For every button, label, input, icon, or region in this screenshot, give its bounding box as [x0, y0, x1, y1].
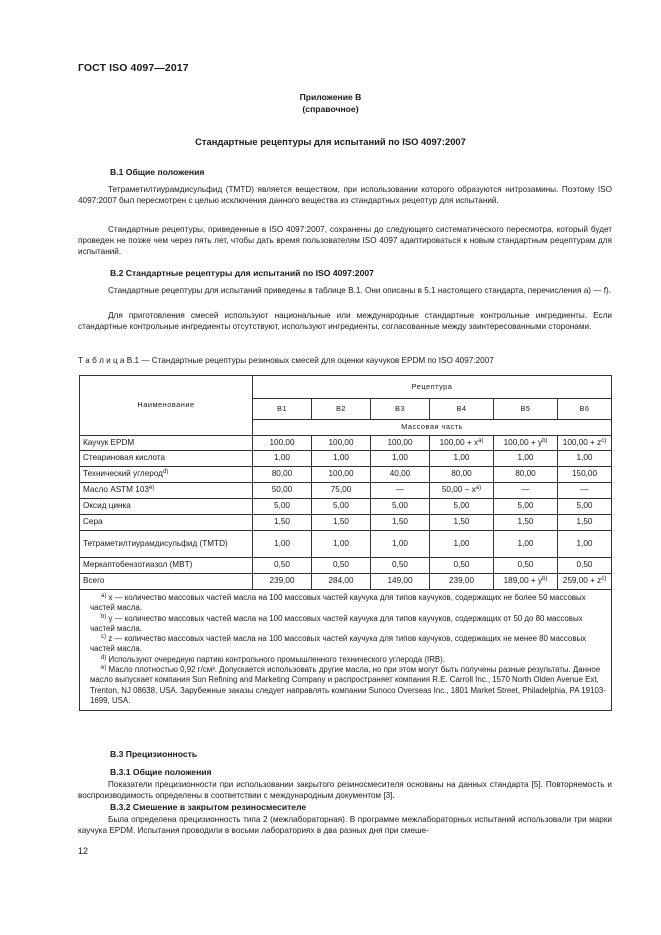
subsection-heading-b31: В.3.1 Общие положения	[110, 767, 212, 777]
row-name: Стеариновая кислота	[83, 453, 166, 463]
cell-value: 5,00	[274, 501, 290, 511]
cell-value: 5,00	[576, 501, 593, 511]
cell-value: 284,00	[328, 576, 354, 586]
table-footnote	[90, 655, 607, 665]
cell-value: 5,00	[453, 501, 470, 511]
cell-value: 0,50	[517, 560, 534, 570]
cell-value: 1,50	[576, 517, 593, 527]
cell-value: 1,50	[392, 517, 408, 527]
row-name-cell	[80, 436, 253, 451]
cell-value: 1,00	[274, 538, 290, 548]
cell-value: 1,50	[453, 517, 470, 527]
cell-value: 100,00 + z	[562, 437, 602, 447]
cell-value: 100,00 + x	[439, 437, 479, 447]
cell-value: —	[580, 485, 589, 495]
value-cell	[312, 574, 371, 590]
row-name: Технический углерод	[83, 469, 163, 479]
recipe-table	[79, 375, 612, 711]
subsection-heading-b32: В.3.2 Смешение в закрытом резиносмесителе	[110, 802, 307, 812]
appendix-title: Приложение В	[299, 92, 362, 102]
table-notes	[80, 590, 612, 711]
cell-value: 100,00	[387, 437, 413, 447]
value-cell	[558, 558, 612, 574]
footnote-mark: b)	[101, 613, 107, 620]
table-caption-prefix: Т а б л и ц а	[78, 356, 125, 365]
footnote-text: z — количество массовых частей масла на 100 массовых частей каучука для типов каучуков, содержащих не менее 80 массовых частей масла.	[90, 634, 587, 654]
value-cell	[253, 483, 312, 499]
row-name: Каучук EPDM	[83, 437, 135, 447]
table-notes-row	[80, 590, 612, 711]
value-cell	[312, 467, 371, 483]
value-cell	[494, 574, 558, 590]
value-cell	[430, 499, 494, 515]
value-cell	[253, 499, 312, 515]
cell-value: 5,00	[392, 501, 408, 511]
cell-value: 80,00	[451, 469, 472, 479]
value-cell	[371, 574, 430, 590]
page-number: 12	[78, 846, 89, 856]
footnote-mark: d)	[101, 654, 107, 661]
cell-value: 80,00	[271, 469, 293, 479]
column-header: В3	[371, 399, 430, 420]
table-footnote	[90, 614, 607, 635]
value-cell	[312, 436, 371, 451]
section-heading-b1: В.1 Общие положения	[110, 167, 205, 177]
cell-value: 100,00	[328, 437, 354, 447]
row-name-cell	[80, 574, 253, 590]
appendix-subtitle: (справочное)	[302, 104, 359, 114]
paragraph-b1-2: Стандартные рецептуры, приведенные в ISO 4097:2007, сохранены до следующего систематического пересмотра, который будет проведен не позже чем через пять лет, чтобы дать время пользователям ISO 4097 адаптироваться к новым стандартным рецептурам для испытаний.	[78, 225, 612, 256]
value-cell	[558, 483, 612, 499]
table-caption-text: В.1 — Стандартные рецептуры резиновых смесей для оценки каучуков EPDM по ISO 4097:2007	[126, 356, 494, 365]
table-row	[80, 558, 612, 574]
cell-value: 1,00	[517, 538, 534, 548]
value-cell	[494, 499, 558, 515]
value-cell	[312, 558, 371, 574]
value-cell	[253, 558, 312, 574]
table-row	[80, 451, 612, 467]
column-header: В5	[494, 399, 558, 420]
table-footnote	[90, 634, 607, 655]
cell-value: 80,00	[515, 469, 536, 479]
value-cell	[312, 499, 371, 515]
row-name: Сера	[83, 517, 103, 527]
table-row	[80, 436, 612, 451]
cell-value: 100,00	[269, 437, 295, 447]
value-cell	[371, 515, 430, 531]
cell-value: 0,50	[453, 560, 470, 570]
value-cell	[494, 515, 558, 531]
footnote-mark: a)	[475, 485, 482, 492]
recipe-header: Рецептура	[253, 376, 612, 399]
cell-value: 100,00 + y	[503, 437, 543, 447]
cell-value: 50,00	[271, 485, 293, 495]
value-cell	[253, 451, 312, 467]
value-cell	[558, 515, 612, 531]
recipe-table-body	[80, 376, 612, 711]
cell-value: 100,00	[328, 469, 354, 479]
paragraph-b3-1: Показатели прецизионности при использовании закрытого резиносмесителя основаны на данных стандарта [5]. Повторяемость и воспроизводимость определены в соответствии с международным документом [3].	[78, 780, 612, 800]
cell-value: 239,00	[448, 576, 475, 586]
appendix-heading: Стандартные рецептуры для испытаний по ISO 4097:2007	[195, 136, 466, 147]
cell-value: 40,00	[389, 469, 411, 479]
value-cell	[494, 436, 558, 451]
row-name: Тетраметилтиурамдисульфид (TMTD)	[83, 538, 228, 548]
cell-value: 1,50	[333, 517, 349, 527]
cell-value: 1,00	[333, 538, 349, 548]
paragraph-b1-1: Тетраметилтиурамдисульфид (TMTD) является веществом, при использовании которого образуются нитрозамины. Поэтому ISO 4097:2007 был пересмотрен с целью исключения данного вещества из стандартных рецептур для испытаний.	[78, 185, 612, 205]
cell-value: 149,00	[387, 576, 413, 586]
footnote-mark: c)	[101, 634, 106, 641]
paragraph-b2-2: Для приготовления смесей используют национальные или международные стандартные контрольные ингредиенты. Если стандартные контрольные ингредиенты отсутствуют, используют ингредиенты, согласованные между заинтересованными сторонами.	[78, 311, 612, 331]
cell-value: 1,00	[576, 538, 593, 548]
table-row	[80, 483, 612, 499]
cell-value: 0,50	[576, 560, 593, 570]
value-cell	[371, 467, 430, 483]
section-heading-b3: В.3 Прецизионность	[110, 749, 198, 759]
cell-value: 1,00	[392, 538, 408, 548]
value-cell	[253, 574, 312, 590]
cell-value: 1,00	[453, 538, 470, 548]
value-cell	[494, 531, 558, 558]
column-header: В1	[253, 399, 312, 420]
cell-value: —	[521, 485, 530, 495]
footnote-mark: b)	[542, 576, 548, 583]
value-cell	[253, 515, 312, 531]
footnote-mark: e)	[148, 485, 155, 492]
footnote-mark: e)	[101, 665, 107, 672]
footnote-text: x — количество массовых частей масла на 100 массовых частей каучука для типов каучуков, содержащих не более 50 массовых частей масла.	[90, 593, 586, 613]
row-name-cell	[80, 515, 253, 531]
column-header: В2	[312, 399, 371, 420]
row-name: Всего	[83, 576, 105, 586]
value-cell	[430, 574, 494, 590]
row-name-cell	[80, 558, 253, 574]
cell-value: 0,50	[392, 560, 408, 570]
value-cell	[430, 436, 494, 451]
value-cell	[494, 558, 558, 574]
value-cell	[253, 436, 312, 451]
cell-value: 50,00 − x	[441, 485, 476, 495]
name-header: Наименование	[80, 376, 253, 436]
footnote-mark: a)	[101, 593, 107, 599]
unit-header: Массовая часть	[253, 420, 612, 436]
row-name-cell	[80, 531, 253, 558]
row-name-cell	[80, 451, 253, 467]
cell-value: 0,50	[333, 560, 349, 570]
value-cell	[371, 499, 430, 515]
value-cell	[494, 451, 558, 467]
cell-value: 1,00	[576, 453, 593, 463]
footnote-mark: a)	[478, 437, 484, 444]
value-cell	[494, 467, 558, 483]
table-row	[80, 499, 612, 515]
value-cell	[430, 483, 494, 499]
row-name: Оксид цинка	[83, 501, 131, 511]
value-cell	[558, 499, 612, 515]
value-cell	[430, 531, 494, 558]
table-row	[80, 515, 612, 531]
footnote-mark: c)	[601, 576, 607, 583]
cell-value: 1,00	[392, 453, 408, 463]
cell-value: 1,00	[517, 453, 534, 463]
column-header: В6	[558, 399, 612, 420]
cell-value: 5,00	[333, 501, 349, 511]
cell-value: 150,00	[571, 469, 598, 479]
section-heading-b2: В.2 Стандартные рецептуры для испытаний по ISO 4097:2007	[110, 268, 374, 278]
cell-value: 75,00	[330, 485, 352, 495]
cell-value: 189,00 + y	[503, 576, 543, 586]
value-cell	[494, 483, 558, 499]
value-cell	[371, 436, 430, 451]
footnote-mark: d)	[162, 469, 169, 476]
paragraph-b2-1: Стандартные рецептуры для испытаний приведены в таблице В.1. Они описаны в 5.1 настоящего стандарта, перечисления а) — f).	[108, 286, 611, 295]
value-cell	[558, 451, 612, 467]
value-cell	[253, 531, 312, 558]
value-cell	[558, 531, 612, 558]
footnote-text: Масло плотностью 0,92 г/см³. Допускается использовать другие масла, но при этом могут быть получены разные результаты. Данное масло выпускает компания Sun Refining and Marketing Company и распространяет компания R.E. Carroll Inc., 1570 North Olden Avenue Ext, Trenton, NJ 08638, USA. Зарубежные заказы следует направлять компании Sunoco Overseas Inc., 1801 Market Street, Philadelphia, PA 19103-1699, USA.	[90, 665, 606, 705]
column-header: В4	[430, 399, 494, 420]
footnote-text: Используют очередную партию контрольного промышленного технического углерода (IRB).	[108, 654, 445, 664]
table-row	[80, 467, 612, 483]
value-cell	[312, 531, 371, 558]
value-cell	[430, 558, 494, 574]
cell-value: 239,00	[269, 576, 295, 586]
value-cell	[312, 483, 371, 499]
value-cell	[253, 467, 312, 483]
paragraph-b3-2: Была определена прецизионность типа 2 (межлабораторная). В программе межлабораторных испытаний использовали три марки каучука EPDM. Испытания проводили в восьми лабораториях в два разных дня при смеше-	[78, 815, 612, 835]
row-name-cell	[80, 483, 253, 499]
cell-value: —	[395, 485, 405, 495]
value-cell	[312, 515, 371, 531]
cell-value: 0,50	[274, 560, 290, 570]
value-cell	[430, 467, 494, 483]
table-row	[80, 531, 612, 558]
footnote-text: y — количество массовых частей масла на 100 массовых частей каучука для типов каучуков, содержащих от 50 до 80 массовых частей масла.	[90, 613, 583, 633]
table-footnote	[90, 593, 607, 614]
value-cell	[371, 451, 430, 467]
value-cell	[371, 531, 430, 558]
value-cell	[558, 467, 612, 483]
value-cell	[371, 483, 430, 499]
table-caption	[78, 356, 618, 365]
cell-value: 1,00	[333, 453, 349, 463]
cell-value: 1,00	[453, 453, 470, 463]
row-name: Масло ASTM 103	[83, 485, 149, 495]
table-row	[80, 574, 612, 590]
cell-value: 1,50	[517, 517, 534, 527]
table-footnote	[90, 665, 607, 706]
footnote-mark: c)	[601, 437, 607, 444]
value-cell	[558, 436, 612, 451]
value-cell	[312, 451, 371, 467]
value-cell	[371, 558, 430, 574]
value-cell	[558, 574, 612, 590]
cell-value: 1,50	[274, 517, 290, 527]
document-header: ГОСТ ISO 4097—2017	[78, 62, 189, 74]
footnote-mark: b)	[542, 437, 548, 444]
row-name: Меркаптобензотиазол (MBT)	[83, 560, 193, 570]
value-cell	[430, 515, 494, 531]
cell-value: 1,00	[274, 453, 290, 463]
cell-value: 259,00 + z	[562, 576, 602, 586]
cell-value: 5,00	[517, 501, 534, 511]
row-name-cell	[80, 499, 253, 515]
row-name-cell	[80, 467, 253, 483]
value-cell	[430, 451, 494, 467]
